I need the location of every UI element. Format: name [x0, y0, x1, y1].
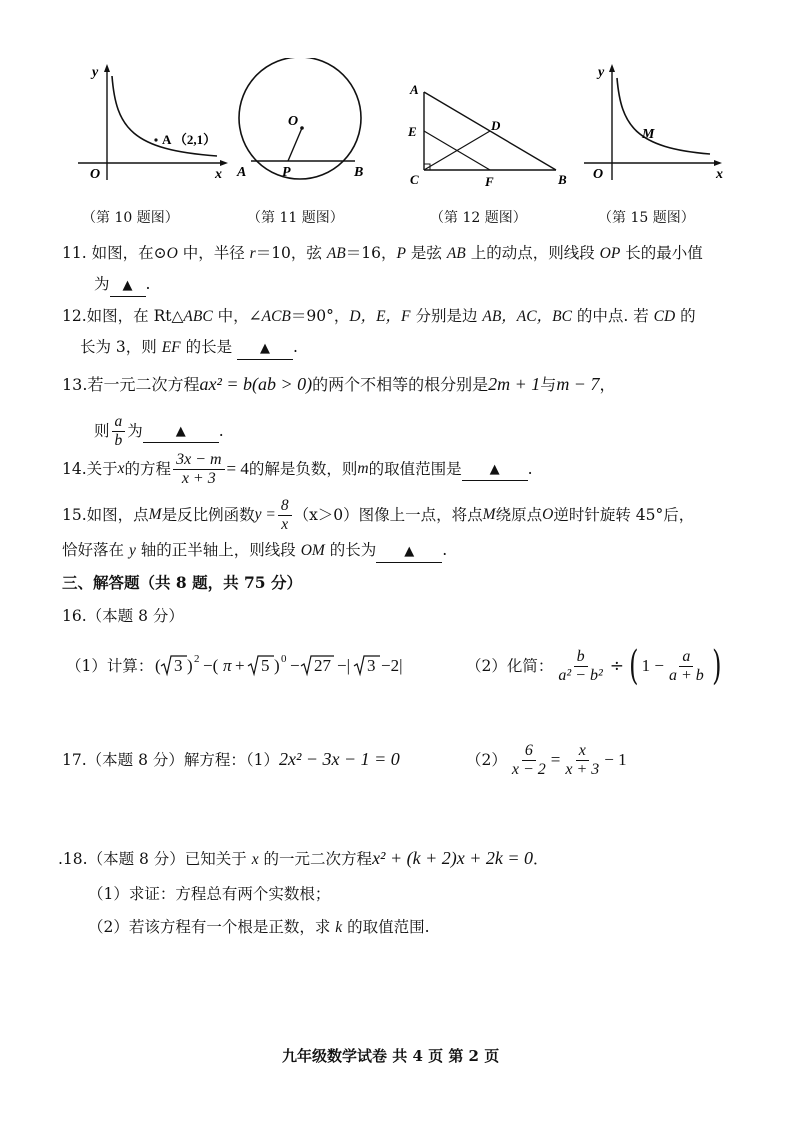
fig10-point-label: A （2,1）	[162, 132, 217, 147]
fig10-origin-label: O	[90, 167, 101, 182]
fig11-a-label: A	[237, 165, 247, 180]
question-15-line-2: 恰好落在 y 轴的正半轴上，则线段 OM 的长为 ▲ .	[62, 540, 447, 563]
fig11-b-label: B	[354, 165, 364, 180]
question-15-line-1: 15.如图，点 M 是反比例函数 y = $\frac{8}{x}$ （x＞0）图像上一点，将点 M 绕原点 O 逆时针旋转 45°后，	[62, 496, 695, 533]
question-13-line-1: 13.若一元二次方程ax² = b(ab > 0)的两个不相等的根分别是2m + 1与m − 7，	[62, 374, 616, 394]
svg-text:3: 3	[367, 656, 376, 675]
answer-blank-13[interactable]: ▲	[143, 420, 219, 443]
answer-blank-12[interactable]: ▲	[237, 337, 293, 360]
answer-blank-11[interactable]: ▲	[110, 274, 146, 297]
question-16-part-1: （1）计算： ( 3 ) 2 −( π + 5 ) 0 − 27 −| 3 −2|	[66, 648, 403, 684]
fig10-y-label: y	[92, 65, 99, 80]
svg-text:2: 2	[194, 653, 200, 665]
figure-10	[72, 58, 232, 188]
answer-blank-14[interactable]: ▲	[462, 458, 528, 481]
question-18-heading: .18.（本题 8 分）已知关于 x 的一元二次方程x² + (k + 2)x + 2k = 0．	[58, 848, 549, 868]
figure-12	[400, 78, 580, 190]
fig15-m-label: M	[642, 127, 655, 142]
question-13-line-2: 则 $\frac{a}{b}$ 为 ▲ .	[94, 412, 224, 449]
page-footer: 九年级数学试卷 共 4 页 第 2 页	[282, 1047, 500, 1065]
svg-text:0: 0	[281, 653, 287, 665]
svg-text:+: +	[235, 656, 245, 675]
question-17-part-1: 17.（本题 8 分）解方程：（1）2x² − 3x − 1 = 0	[62, 749, 400, 769]
fig12-a-label: A	[410, 82, 419, 97]
figure-11	[230, 58, 370, 188]
answer-blank-15[interactable]: ▲	[376, 540, 442, 563]
svg-text:−2|: −2|	[381, 656, 403, 675]
figure-15	[578, 58, 738, 188]
question-11-line-2: 为 ▲ .	[94, 274, 150, 297]
question-16-part-2: （2）化简： $\frac{b}{\text{a² − b²}}$ ÷ ( 1 − $\frac{a}{a + b}$ )	[466, 643, 722, 689]
svg-text:5: 5	[261, 656, 270, 675]
question-17-part-2: （2） $\frac{6}{x - 2}$ = $\frac{x}{x + 3}$ − 1	[466, 741, 627, 778]
fig11-o-label: O	[288, 114, 299, 129]
svg-text:): )	[187, 656, 194, 675]
svg-text:3: 3	[174, 656, 183, 675]
svg-text:−(: −(	[203, 656, 219, 675]
fig15-caption: （第 15 题图）	[598, 210, 695, 226]
fig12-e-label: E	[408, 124, 417, 139]
question-16-heading: 16.（本题 8 分）	[62, 607, 184, 625]
fig12-f-label: F	[485, 174, 494, 189]
fig10-caption: （第 10 题图）	[82, 210, 179, 226]
question-18-part-1: （1）求证：方程总有两个实数根；	[88, 885, 331, 903]
fig12-c-label: C	[410, 172, 419, 187]
svg-text:): )	[274, 656, 281, 675]
fig15-x-label: x	[716, 167, 723, 182]
fig11-p-label: P	[282, 165, 291, 180]
svg-text:π: π	[223, 656, 232, 675]
fig12-caption: （第 12 题图）	[430, 210, 527, 226]
svg-text:27: 27	[314, 656, 332, 675]
fig10-x-label: x	[215, 167, 222, 182]
fig11-caption: （第 11 题图）	[247, 210, 344, 226]
question-14: 14.关于 x 的方程 $\frac{3x - m}{x + 3}$ = 4 的解是负数，则 m 的取值范围是 ▲ .	[62, 450, 533, 487]
svg-text:−: −	[290, 656, 300, 675]
fig15-y-label: y	[598, 65, 605, 80]
q16-expression-1	[153, 649, 403, 683]
question-11-line-1: 11. 如图，在⊙O 中，半径 r＝10，弦 AB＝16，P 是弦 AB 上的动点，则线段 OP 长的最小值	[62, 244, 703, 262]
section-3-heading: 三、解答题（共 8 题，共 75 分）	[62, 573, 302, 592]
fig15-origin-label: O	[593, 167, 604, 182]
svg-text:−|: −|	[337, 656, 351, 675]
svg-text:(: (	[155, 656, 162, 675]
fig12-b-label: B	[558, 172, 567, 187]
question-18-part-2: （2）若该方程有一个根是正数，求 k 的取值范围.	[88, 918, 430, 936]
question-12-line-2: 长为 3，则 EF 的长是 ▲ .	[80, 337, 298, 360]
question-12-line-1: 12.如图，在 Rt△ABC 中，∠ACB＝90°，D，E，F 分别是边 AB，AC，BC 的中点. 若 CD 的	[62, 307, 696, 325]
fig12-d-label: D	[491, 118, 501, 133]
